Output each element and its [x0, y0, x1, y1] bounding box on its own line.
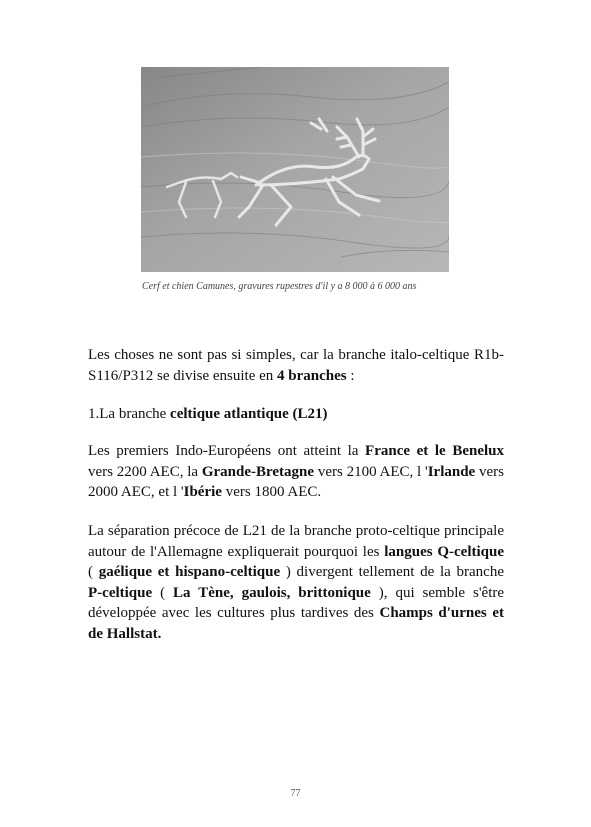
p1-text-2: :	[346, 367, 355, 384]
p3-bold-1: France et le Benelux	[365, 443, 504, 459]
p3-bold-4: Ibérie	[183, 484, 222, 500]
p4-text-5: ), qui semble s'être développée avec les cultures plus tardives des	[88, 584, 505, 621]
paragraph-1	[88, 345, 504, 386]
p3-text-1: Les premiers Indo-Européens ont atteint la	[88, 443, 366, 459]
paragraph-2	[88, 404, 504, 425]
p3-text-4: vers 2000 AEC, et l '	[88, 463, 504, 500]
p4-text-3: ) divergent tellement de la branche	[280, 564, 504, 580]
p3-bold-3: Irlande	[427, 463, 476, 480]
p3-bold-2: Grande-Bretagne	[201, 463, 315, 480]
rock-carving-photo	[141, 67, 449, 272]
p4-text-4: (	[152, 584, 174, 601]
rock-carving-image	[141, 67, 449, 272]
p4-bold-3: P-celtique	[88, 584, 153, 601]
paragraph-4	[88, 521, 504, 644]
p4-bold-2: gaélique et hispano-celtique	[98, 564, 281, 580]
p3-text-5: vers 1800 AEC.	[221, 484, 322, 500]
p3-text-2: vers 2200 AEC, la	[88, 463, 202, 480]
p4-bold-1: langues Q-celtique	[384, 543, 504, 560]
p2-text-1: 1.La branche	[88, 406, 171, 422]
p4-text-1: La séparation précoce de L21 de la branche proto-celtique principale autour de l'Allemagne expliquerait pourquoi les	[88, 523, 504, 560]
page-number: 77	[290, 788, 301, 799]
p1-bold-1: 4 branches	[277, 367, 347, 384]
p4-text-2: (	[88, 564, 99, 580]
figure-caption: Cerf et chien Camunes, gravures rupestres d'il y a 8 000 à 6 000 ans	[142, 281, 417, 292]
p1-text-1: Les choses ne sont pas si simples, car la branche italo-celtique R1b-S116/P312 se divise ensuite en	[88, 347, 504, 384]
p3-text-3: vers 2100 AEC, l '	[314, 463, 428, 480]
p4-bold-5: Champs d'urnes et de Hallstat.	[88, 605, 504, 642]
p2-bold-1: celtique atlantique (L21)	[170, 406, 328, 422]
p4-bold-4: La Tène, gaulois, brittonique	[173, 584, 371, 601]
paragraph-3	[88, 441, 504, 503]
